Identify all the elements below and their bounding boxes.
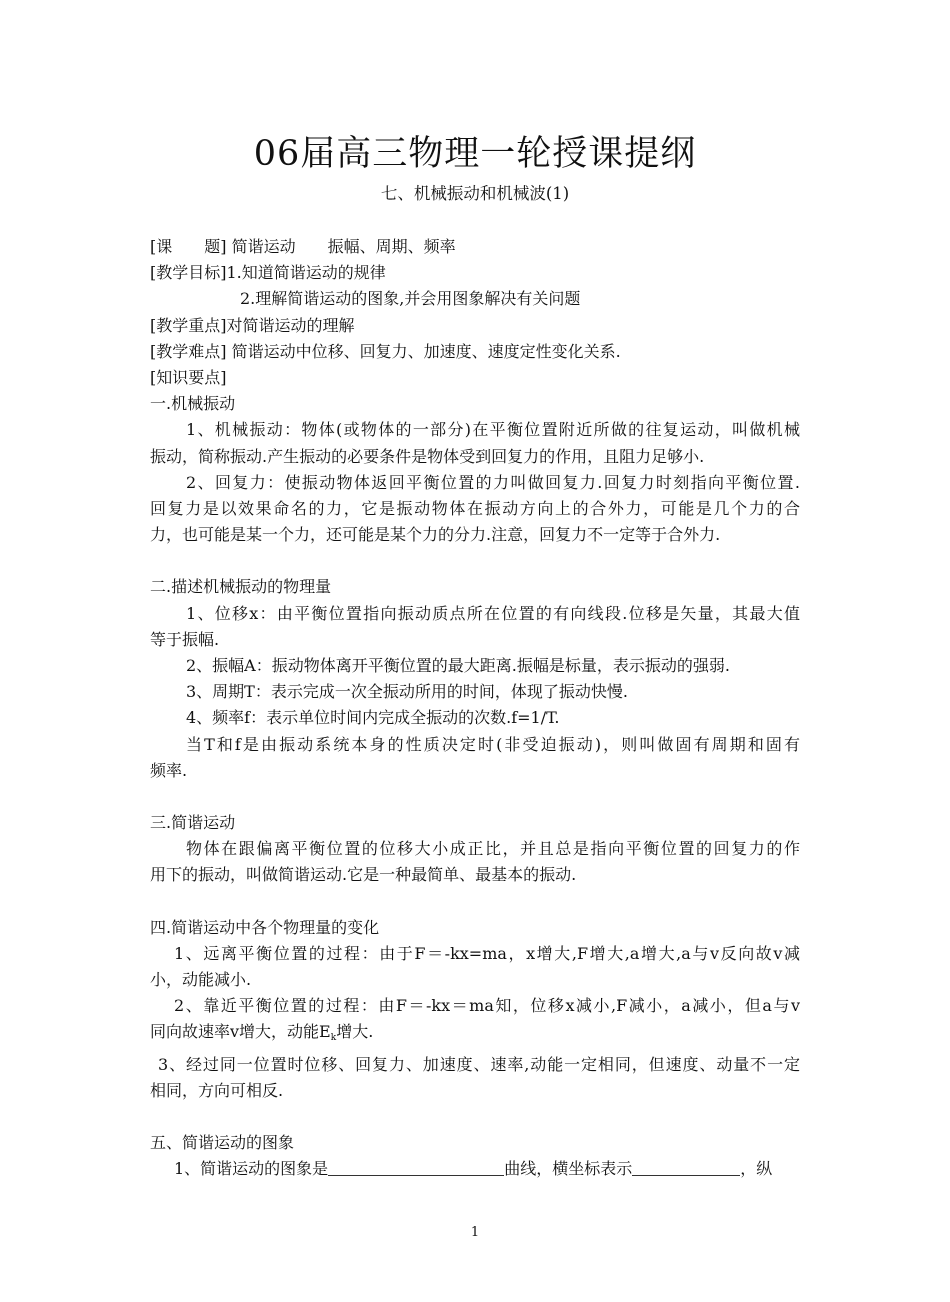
section-1-heading: 一.机械振动: [150, 394, 236, 414]
section-1-paragraph: 回复力是以效果命名的力，它是振动物体在振动方向上的合外力，可能是几个力的合: [150, 499, 800, 519]
section-3-paragraph: 用下的振动，叫做简谐运动.它是一种最简单、最基本的振动.: [150, 865, 577, 885]
section-4-paragraph: 小，动能减小.: [150, 970, 252, 990]
text-run: ，纵: [740, 1159, 773, 1179]
spacer: [150, 548, 800, 574]
section-2-paragraph: 3、周期T：表示完成一次全振动所用的时间，体现了振动快慢.: [186, 682, 628, 702]
text-run: 同向故速率v增大，动能E: [150, 1022, 331, 1042]
section-1-paragraph: 力，也可能是某一个力，还可能是某个力的分力.注意，回复力不一定等于合外力.: [150, 525, 721, 545]
section-2-paragraph: 频率.: [150, 760, 188, 780]
text-run: 曲线，横坐标表示: [504, 1159, 633, 1179]
page-title: 06届高三物理一轮授课提纲: [253, 134, 697, 174]
difficulty-line: [教学难点] 简谐运动中位移、回复力、加速度、速度定性变化关系.: [150, 341, 621, 361]
goals-line-2: 2.理解简谐运动的图象,并会用图象解决有关问题: [240, 289, 581, 309]
section-3-paragraph: 物体在跟偏离平衡位置的位移大小成正比，并且总是指向平衡位置的回复力的作: [186, 839, 800, 859]
section-5-heading: 五、简谐运动的图象: [150, 1133, 295, 1153]
spacer: [150, 784, 800, 810]
section-4-paragraph: 1、远离平衡位置的过程：由于F＝-kx=ma，x增大,F增大,a增大,a与v反向故v减: [174, 943, 800, 963]
focus-line: [教学重点]对简谐运动的理解: [150, 315, 355, 335]
section-2-paragraph: 2、振幅A：振动物体离开平衡位置的最大距离.振幅是标量，表示振动的强弱.: [186, 656, 730, 676]
section-4-paragraph: 3、经过同一位置时位移、回复力、加速度、速率,动能一定相同，但速度、动量不一定: [158, 1054, 800, 1074]
fill-in-blank[interactable]: [632, 1157, 740, 1176]
section-2-paragraph: 1、位移x：由平衡位置指向振动质点所在位置的有向线段.位移是矢量，其最大值: [186, 603, 800, 623]
section-4-paragraph: [150, 1019, 800, 1051]
section-1-paragraph: 2、回复力：使振动物体返回平衡位置的力叫做回复力.回复力时刻指向平衡位置.: [186, 472, 800, 492]
section-2-paragraph: 4、频率f：表示单位时间内完成全振动的次数.f=1/T.: [186, 708, 560, 728]
page-subtitle: 七、机械振动和机械波(1): [380, 184, 570, 203]
spacer: [150, 1104, 800, 1130]
section-2-paragraph: 等于振幅.: [150, 629, 220, 649]
section-2-paragraph: 当T和f是由振动系统本身的性质决定时(非受迫振动)，则叫做固有周期和固有: [186, 734, 800, 754]
topic-line: [课 题] 简谐运动 振幅、周期、频率: [150, 237, 456, 256]
subscript-k: k: [330, 1033, 337, 1044]
section-2-heading: 二.描述机械振动的物理量: [150, 577, 332, 597]
section-4-paragraph: 相同，方向可相反.: [150, 1080, 284, 1100]
section-1-paragraph: 振动，简称振动.产生振动的必要条件是物体受到回复力的作用，且阻力足够小.: [150, 446, 705, 466]
section-4-heading: 四.简谐运动中各个物理量的变化: [150, 917, 380, 937]
text-run: 增大.: [336, 1022, 374, 1042]
section-4-paragraph: 2、靠近平衡位置的过程：由F＝-kx＝ma知，位移x减小,F减小，a减小，但a与v: [174, 996, 800, 1016]
fill-in-blank[interactable]: [328, 1157, 504, 1176]
text-run: 1、简谐运动的图象是: [174, 1159, 329, 1179]
section-3-heading: 三.简谐运动: [150, 813, 236, 833]
knowledge-heading: [知识要点]: [150, 368, 227, 388]
page-number: 1: [470, 1225, 480, 1240]
document-body: [150, 234, 800, 1183]
spacer: [150, 889, 800, 915]
section-5-paragraph: [150, 1156, 800, 1182]
goals-line-1: [教学目标]1.知道简谐运动的规律: [150, 263, 386, 283]
section-1-paragraph: 1、机械振动：物体(或物体的一部分)在平衡位置附近所做的往复运动，叫做机械: [186, 420, 800, 440]
